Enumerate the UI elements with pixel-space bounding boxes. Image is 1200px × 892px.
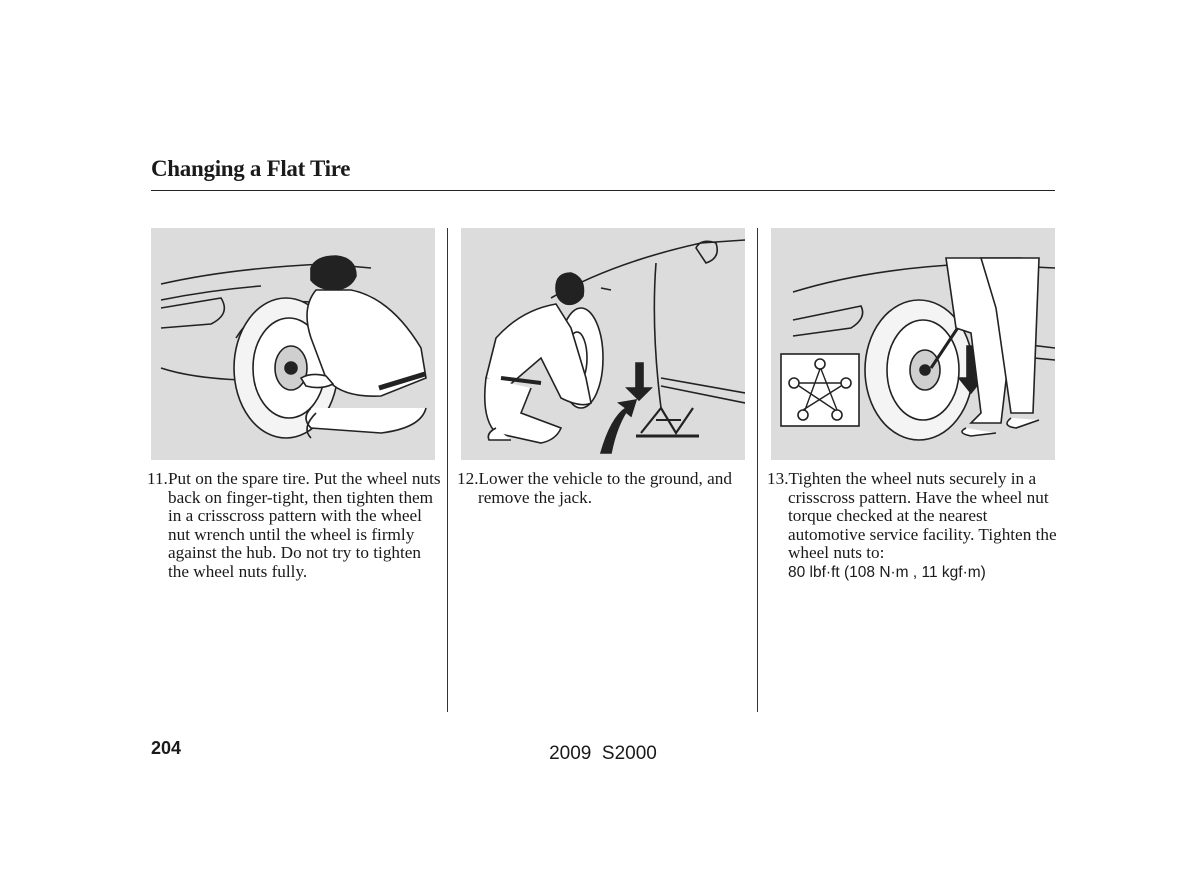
step-11 (147, 470, 442, 582)
step-number: 13. (767, 469, 789, 488)
mounting-spare-tire-illustration (151, 228, 435, 460)
step-text: Put on the spare tire. Put the wheel nuts back on finger-tight, then tighten them in a crisscross pattern with the wheel nut wrench until the wheel is firmly against the hub. Do not try to tighten the wheel nuts fully. (168, 469, 441, 581)
step-13 (767, 470, 1067, 582)
step-text: Lower the vehicle to the ground, and remove the jack. (478, 469, 732, 507)
step-12 (457, 470, 752, 507)
step-text: Tighten the wheel nuts securely in a crisscross pattern. Have the wheel nut torque checked at the nearest automotive service facility. Tighten the wheel nuts to: (788, 469, 1057, 563)
step-content (767, 470, 1067, 582)
page-number: 204 (151, 738, 182, 758)
step-number: 12. (457, 469, 479, 488)
footer-model: 2009 S2000 (549, 743, 657, 764)
step-number: 11. (147, 469, 168, 488)
torque-spec: 80 lbf·ft (108 N·m , 11 kgf·m) (788, 563, 986, 581)
page-title: Changing a Flat Tire (151, 156, 351, 181)
lowering-vehicle-jack-illustration (461, 228, 745, 460)
column-divider (757, 228, 758, 712)
title-divider (151, 190, 1055, 191)
column-divider (447, 228, 448, 712)
tightening-wheel-nuts-illustration (771, 228, 1055, 460)
